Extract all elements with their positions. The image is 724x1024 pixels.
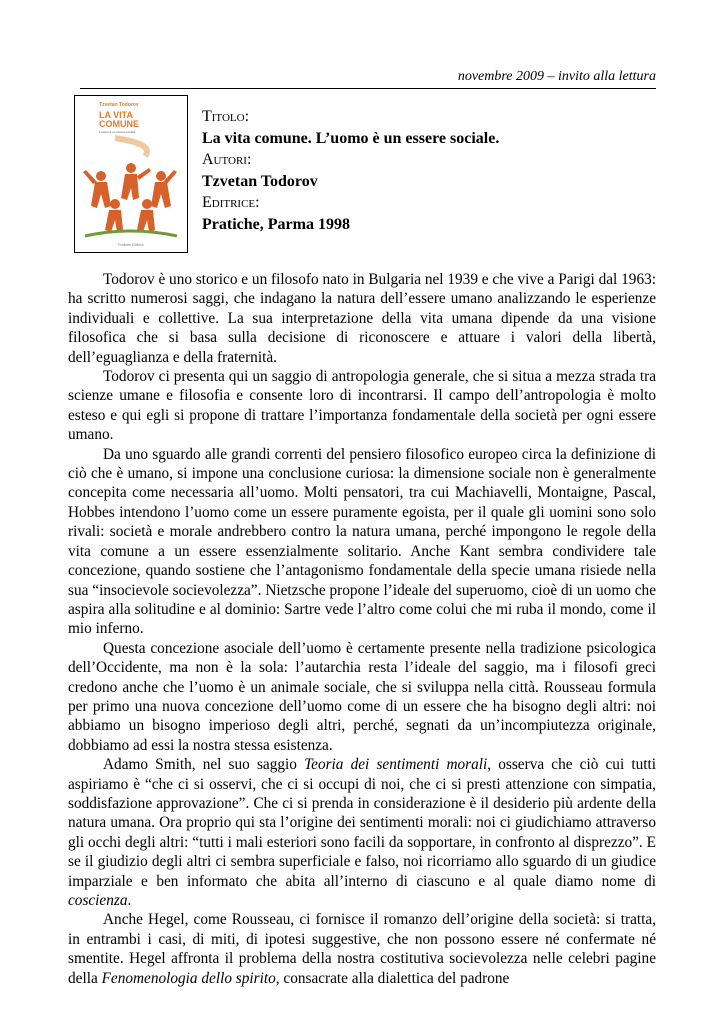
cover-title-line1: LA VITA: [99, 110, 133, 120]
paragraph-6-part-b: , consacrate alla dialettica del padrone: [275, 969, 510, 987]
review-body: [68, 270, 656, 988]
publisher-label: Editrice:: [202, 194, 260, 211]
paragraph-5-part-b: , osserva che ciò cui tutti aspiriamo è “che ci si osservi, che ci si occupi di noi, che ci si presti attenzione con simpatia, soddisfazione approvazione”. Che ci si prenda in considerazione è il desiderio più ardente della natura umana. Ora proprio qui sta l’origine dei sentimenti morali: noi ci giudichiamo attraverso gli occhi degli altri: “tutti i mali esteriori sono facili da sopportare, in confronto al disprezzo”. E se il giudizio degli altri ci sembra superficiale e falso, noi ricorriamo allo sguardo di un giudice imparziale e ben informato che abita all’interno di ciascuno e al quale diamo nome di: [68, 756, 656, 890]
title-value: La vita comune. L’uomo è un essere sociale.: [202, 129, 500, 147]
paragraph-5-book-title: Teoria dei sentimenti morali: [304, 756, 488, 774]
book-cover: [74, 95, 188, 253]
header-rule: [80, 88, 656, 89]
authors-value: Tzvetan Todorov: [202, 172, 318, 190]
cover-title-line2: COMUNE: [99, 119, 139, 129]
paragraph-5: [68, 755, 656, 910]
paragraph-5-part-a: Adamo Smith, nel suo saggio: [103, 756, 305, 774]
title-label: Titolo:: [202, 108, 250, 125]
paragraph-5-part-c: .: [127, 892, 132, 909]
authors-label: Autori:: [202, 151, 252, 168]
page-header: novembre 2009 – invito alla lettura: [457, 69, 656, 84]
paragraph-1: Todorov è uno storico e un filosofo nato in Bulgaria nel 1939 e che vive a Parigi dal 1963: ha scritto numerosi saggi, che indagano la natura dell’essere umano analizzando le esperienze individuali e collettive. La sua interpretazione della vita umana dipende da una visione filosofica che si basa sulla decisione di riconoscere e attuare i valori della libertà, dell’eguaglianza e della fraternità.: [68, 271, 656, 366]
book-metadata: [202, 106, 642, 235]
paragraph-2: Todorov ci presenta qui un saggio di antropologia generale, che si situa a mezza strada tra scienze umane e filosofia e consente loro di incontrarsi. Il campo dell’antropologia è molto esteso e qui egli si propone di trattare l’importanza fondamentale della società per ogni essere umano.: [68, 368, 656, 444]
book-cover-illustration: [75, 96, 187, 252]
publisher-value: Pratiche, Parma 1998: [202, 215, 350, 233]
paragraph-4: Questa concezione asociale dell’uomo è certamente presente nella tradizione psicologica dell’Occidente, ma non è la sola: l’autarchia resta l’ideale del saggio, ma i filosofi greci credono anche che l’uomo è un animale sociale, che si sviluppa nella città. Rousseau formula per primo una nuova concezione dell’uomo come di un essere che ha bisogno degli altri: noi abbiamo un bisogno imperioso degli altri, perché, segnati da un’incompiutezza originale, dobbiamo ad essi la nostra stessa esistenza.: [68, 639, 656, 754]
paragraph-3: Da uno sguardo alle grandi correnti del pensiero filosofico europeo circa la definizione di ciò che è umano, si impone una conclusione curiosa: la dimensione sociale non è generalmente concepita come necessaria all’uomo. Molti pensatori, tra cui Machiavelli, Montaigne, Pascal, Hobbes intendono l’uomo come un essere puramente egoista, per il quale gli uomini sono solo rivali: società e morale andrebbero contro la natura umana, perché impongono le regole della vita comune a un essere essenzialmente solitario. Anche Kant sembra condividere tale concezione, quando sostiene che l’antagonismo fondamentale della specie umana risiede nella sua “insocievole socievolezza”. Nietzsche propone l’ideale del superuomo, cioè di un uomo che aspira alla solitudine e al dominio: Sartre vede l’altro come colui che mi ruba il mondo, come il mio inferno.: [68, 445, 656, 638]
cover-subtitle: L'uomo è un essere sociale: [99, 130, 136, 134]
cover-author: Tzvetan Todorov: [99, 102, 139, 108]
paragraph-6-book-title: Fenomenologia dello spirito: [101, 969, 276, 987]
paragraph-6-part-a: Anche Hegel, come Rousseau, ci fornisce il romanzo dell’origine della società: si tratta, in entrambi i casi, di miti, di ipotesi suggestive, che non possono essere né confermate né smentite. Hegel affronta il problema della nostra costitutiva socievolezza nelle celebri pagine della: [68, 911, 656, 987]
paragraph-5-conscience: coscienza: [68, 892, 128, 909]
paragraph-6: [68, 910, 656, 988]
cover-publisher: Pratiche Editrice: [118, 243, 144, 247]
